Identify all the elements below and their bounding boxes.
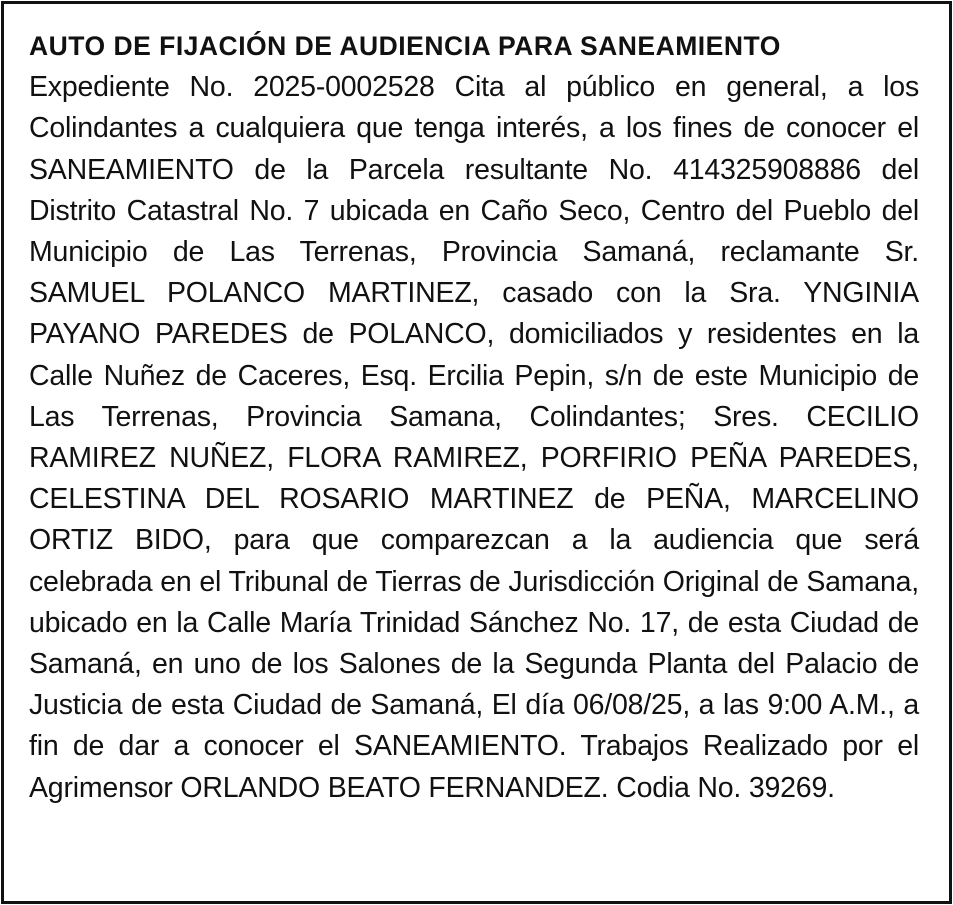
notice-title: AUTO DE FIJACIÓN DE AUDIENCIA PARA SANEAMIENTO (29, 31, 781, 61)
notice-body: Expediente No. 2025-0002528 Cita al público en general, a los Colindantes a cualquiera que tenga interés, a los fines de conocer el SANEAMIENTO de la Parcela resultante No. 414325908886 del Distrito Catastral No. 7 ubicada en Caño Seco, Centro del Pueblo del Municipio de Las Terrenas, Provincia Samaná, reclamante Sr. SAMUEL POLANCO MARTINEZ, casado con la Sra. YNGINIA PAYANO PAREDES de POLANCO, domiciliados y residentes en la Calle Nuñez de Caceres, Esq. Ercilia Pepin, s/n de este Municipio de Las Terrenas, Provincia Samana, Colindantes; Sres. CECILIO RAMIREZ NUÑEZ, FLORA RAMIREZ, PORFIRIO PEÑA PAREDES, CELESTINA DEL ROSARIO MARTINEZ de PEÑA, MARCELINO ORTIZ BIDO, para que comparezcan a la audiencia que será celebrada en el Tribunal de Tierras de Jurisdicción Original de Samana, ubicado en la Calle María Trinidad Sánchez No. 17, de esta Ciudad de Samaná, en uno de los Salones de la Segunda Planta del Palacio de Justicia de esta Ciudad de Samaná, El día 06/08/25, a las 9:00 A.M., a fin de dar a conocer el SANEAMIENTO. Trabajos Realizado por el Agrimensor ORLANDO BEATO FERNANDEZ. Codia No. 39269. (29, 71, 919, 804)
notice-text (29, 26, 919, 809)
legal-notice-box (1, 1, 952, 904)
